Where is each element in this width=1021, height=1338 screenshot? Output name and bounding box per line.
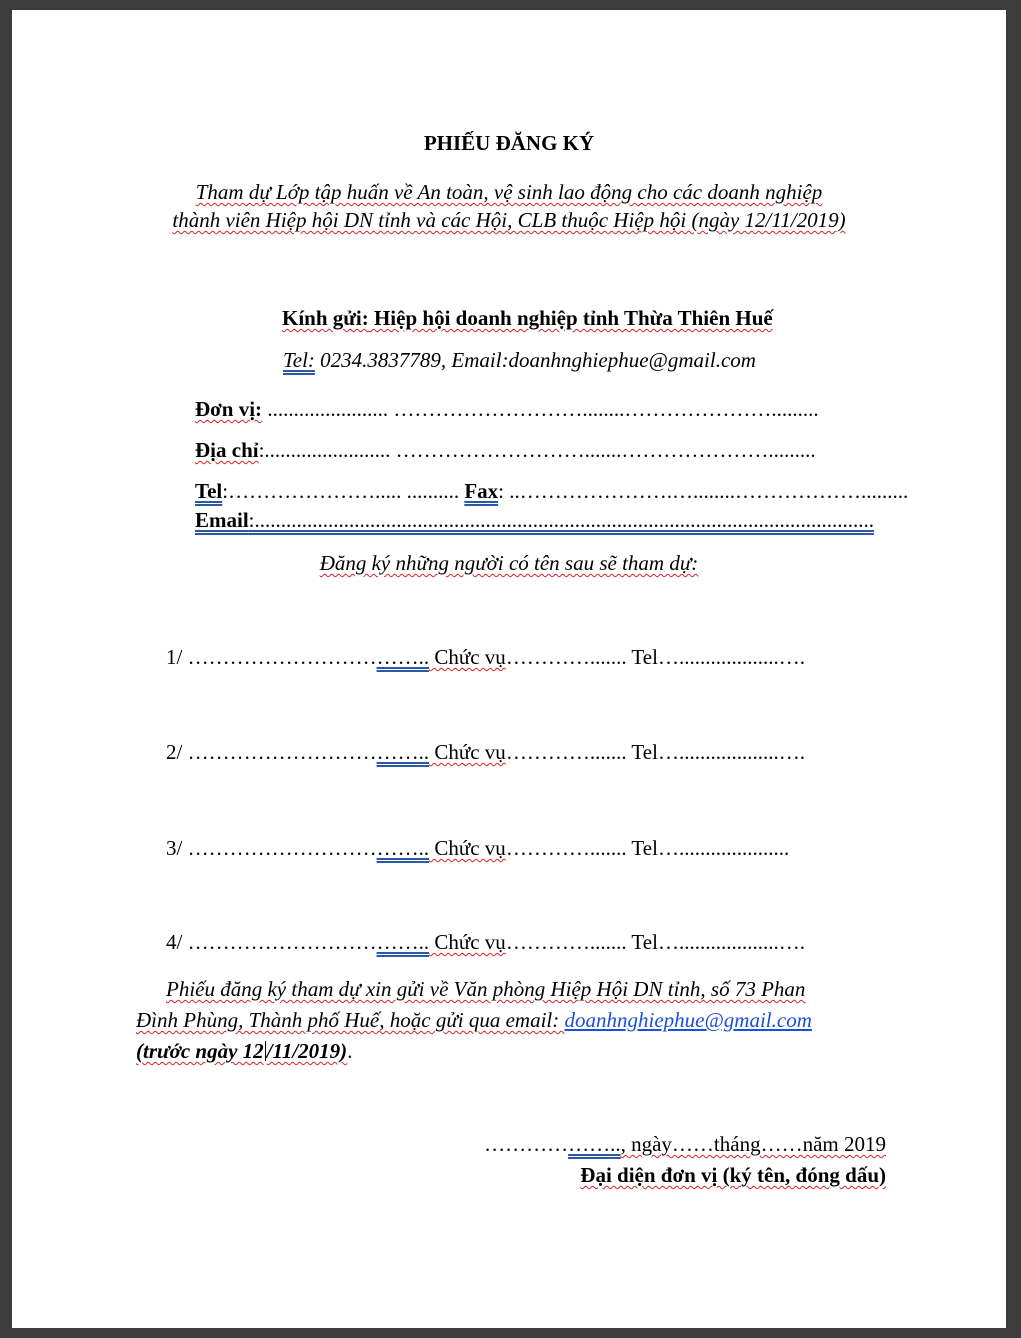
participant-number: 3/: [166, 836, 183, 860]
tel-dots[interactable]: :…………………..... ..........: [222, 479, 465, 503]
participant-row-4[interactable]: [166, 929, 805, 955]
participant-number: 4/: [166, 930, 183, 954]
note-line2: [136, 1007, 812, 1033]
fax-dots[interactable]: : ..………………….…........……………….........: [498, 479, 909, 503]
email-label: Email: [195, 508, 249, 532]
position-dots[interactable]: ………….......: [505, 930, 627, 954]
participant-tel-label: Tel: [626, 930, 658, 954]
position-label: Chức vụ: [429, 740, 506, 764]
participant-row-2[interactable]: [166, 739, 805, 765]
unit-field[interactable]: [195, 396, 819, 422]
deadline-end: .: [347, 1039, 353, 1063]
signature-representative: Đại diện đơn vị (ký tên, đóng dấu): [580, 1163, 886, 1187]
position-label: Chức vụ: [429, 645, 506, 669]
unit-label: Đơn vị:: [195, 397, 263, 421]
date-dots-a[interactable]: …………: [484, 1132, 569, 1156]
participant-row-3[interactable]: [166, 835, 789, 861]
doc-subtitle-line2: thành viên Hiệp hội DN tỉnh và các Hội, CLB thuộc Hiệp hội (ngày 12/11/2019): [172, 208, 846, 232]
tel-label: Tel: [195, 479, 223, 503]
address-dots[interactable]: :........................ ……………………….......………………….........: [258, 438, 816, 462]
participant-name-dots-2[interactable]: ……..: [376, 740, 430, 764]
position-dots[interactable]: ………….......: [505, 836, 627, 860]
participant-tel-dots[interactable]: …...................….: [657, 930, 805, 954]
participant-tel-label: Tel: [626, 740, 658, 764]
deadline-part-a: (trước ngày 12: [136, 1039, 264, 1063]
fax-label: Fax: [464, 479, 499, 503]
signature-date-line[interactable]: [484, 1131, 886, 1157]
participant-name-dots[interactable]: ………………………: [182, 740, 377, 764]
participant-name-dots-2[interactable]: ……..: [376, 930, 430, 954]
participant-tel-label: Tel: [626, 836, 658, 860]
date-dots-b[interactable]: ……..: [568, 1132, 621, 1156]
contact-line: [283, 347, 756, 373]
position-dots[interactable]: ………….......: [505, 740, 627, 764]
email-link[interactable]: doanhnghiephue@gmail.com: [564, 1008, 812, 1032]
email-dots[interactable]: :......................................................................................................................: [248, 508, 875, 532]
unit-dots[interactable]: ....................... ………………………........………………….........: [262, 397, 819, 421]
participant-name-dots[interactable]: ………………………: [182, 930, 377, 954]
document-page: [12, 10, 1006, 1328]
position-dots[interactable]: ………….......: [505, 645, 627, 669]
doc-subtitle-line1: Tham dự Lớp tập huấn về An toàn, vệ sinh lao động cho các doanh nghiệp: [195, 180, 823, 204]
contact-tel-label: Tel:: [283, 348, 315, 372]
participant-name-dots-2[interactable]: ……..: [376, 836, 430, 860]
participant-name-dots[interactable]: ………………………: [182, 836, 377, 860]
address-field[interactable]: [195, 437, 816, 463]
note-line2-text: Đình Phùng, Thành phố Huế, hoặc gửi qua email:: [136, 1008, 565, 1032]
participant-tel-label: Tel: [626, 645, 658, 669]
participant-tel-dots[interactable]: …...................….: [657, 740, 805, 764]
participant-row-1[interactable]: [166, 644, 805, 670]
participant-name-dots-2[interactable]: ……..: [376, 645, 430, 669]
register-intro: Đăng ký những người có tên sau sẽ tham dự:: [319, 551, 699, 575]
recipient-label: Kính gửi:: [282, 306, 369, 330]
position-label: Chức vụ: [429, 836, 506, 860]
text-cursor: [265, 1041, 266, 1061]
recipient-line: [282, 305, 773, 331]
note-line1: Phiếu đăng ký tham dự xin gửi về Văn phòng Hiệp Hội DN tỉnh, số 73 Phan: [166, 977, 806, 1001]
email-field[interactable]: [195, 507, 874, 533]
recipient-name: Hiệp hội doanh nghiệp tỉnh Thừa Thiên Huế: [368, 306, 773, 330]
participant-name-dots[interactable]: ………………………: [182, 645, 377, 669]
contact-rest: 0234.3837789, Email:doanhnghiephue@gmail.com: [314, 348, 756, 372]
address-label: Địa chỉ: [195, 438, 259, 462]
deadline-part-b: /11/2019): [266, 1039, 348, 1063]
tel-fax-field[interactable]: [195, 478, 908, 504]
date-rest[interactable]: , ngày……tháng……năm 2019: [620, 1132, 886, 1156]
participant-tel-dots[interactable]: ….....................: [657, 836, 790, 860]
position-label: Chức vụ: [429, 930, 506, 954]
participant-tel-dots[interactable]: …...................….: [657, 645, 805, 669]
deadline-line: [136, 1038, 352, 1064]
doc-title: PHIẾU ĐĂNG KÝ: [423, 131, 595, 155]
participant-number: 1/: [166, 645, 183, 669]
participant-number: 2/: [166, 740, 183, 764]
